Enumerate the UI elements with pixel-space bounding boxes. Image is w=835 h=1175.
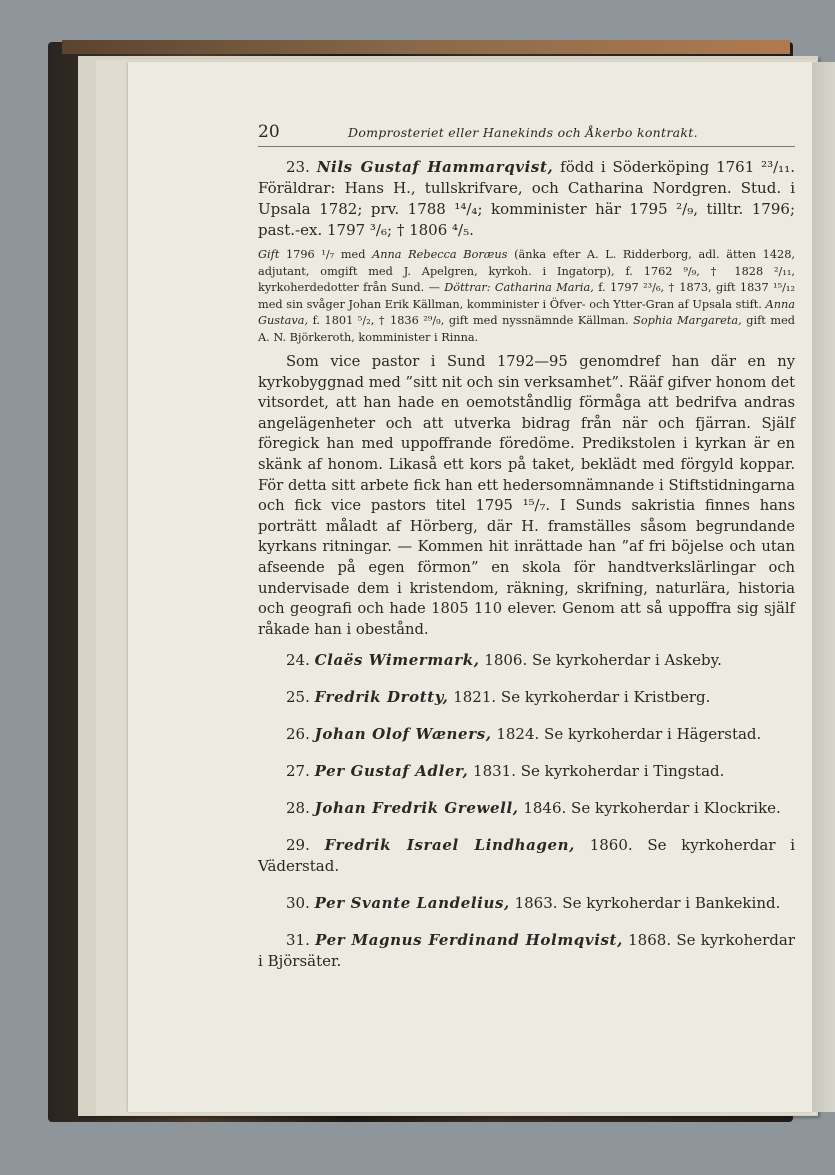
entry-number: 28. — [286, 799, 310, 818]
daughters-label: Döttrar: — [444, 281, 491, 294]
entry-23 — [258, 157, 795, 241]
entry-name: Per Gustaf Adler, — [314, 762, 469, 781]
entry-24 — [258, 650, 795, 671]
running-title: Domprosteriet eller Hanekinds och Åkerbo kontrakt. — [348, 125, 698, 140]
entry-number: 25. — [286, 688, 310, 707]
page-content — [258, 122, 795, 972]
entry-name: Per Magnus Ferdinand Holmqvist, — [315, 931, 623, 950]
family-note — [258, 247, 795, 346]
daughter-1-name: Catharina Maria, — [490, 281, 594, 294]
marriage-text-2: (änka efter A. L. Ridderborg, adl. ätten 1428, adjutant, omgift med J. Apelgren, kyrkoh. i Ingatorp), f. 1762 ⁹/₉, † 1828 ²/₁₁, kyrkoherdedotter från Sund. — — [258, 248, 795, 294]
daughter-3-text: gift med A. N. Björkeroth, komminister i Rinna. — [258, 314, 795, 344]
entry-28 — [258, 798, 795, 819]
entry-30 — [258, 893, 795, 914]
entry-text: född i Söderköping 1761 ²³/₁₁. Föräldrar: Hans H., tullskrifvare, och Catharina Nordgren. Stud. i Upsala 1782; prv. 1788 ¹⁴/₄; komminister här 1795 ²/₉, tilltr. 1796; past.-ex. 1797 ³/₆; † 1806 ⁴/₅. — [258, 158, 795, 239]
entry-name: Per Svante Landelius, — [314, 894, 510, 913]
marriage-text: 1796 ¹/₇ med — [279, 248, 373, 261]
entry-text: 1863. Se kyrkoherdar i Bankekind. — [509, 894, 781, 913]
entry-27 — [258, 761, 795, 782]
entry-name: Claës Wimermark, — [314, 651, 480, 670]
entry-name: Johan Fredrik Grewell, — [314, 799, 519, 818]
entry-25 — [258, 687, 795, 708]
daughter-2-name: Anna Gustava, — [258, 297, 795, 327]
entry-text: 1821. Se kyrkoherdar i Kristberg. — [448, 688, 711, 707]
daughter-1-text: f. 1797 ²³/₆, † 1873, gift 1837 ¹⁵/₁₂ med sin svåger Johan Erik Källman, komminister i Öfver- och Ytter-Gran af Upsala stift. — [258, 281, 795, 311]
entry-26 — [258, 724, 795, 745]
entry-name: Fredrik Israel Lindhagen, — [324, 836, 575, 855]
entry-text: 1868. Se kyrkoherdar i Björsäter. — [258, 931, 795, 971]
daughter-2-text: f. 1801 ⁵/₂, † 1836 ²⁹/₉, gift med nyssnämnde Källman. — [308, 314, 634, 327]
entry-name: Nils Gustaf Hammarqvist, — [316, 158, 554, 176]
entry-text: 1846. Se kyrkoherdar i Klockrike. — [518, 799, 781, 818]
entry-number: 23. — [286, 158, 310, 176]
page-number: 20 — [258, 122, 280, 142]
entry-text: 1824. Se kyrkoherdar i Hägerstad. — [491, 725, 762, 744]
entry-number: 27. — [286, 762, 310, 781]
entry-text: 1831. Se kyrkoherdar i Tingstad. — [468, 762, 725, 781]
daughter-3-name: Sophia Margareta, — [633, 314, 742, 327]
biography-paragraph: Som vice pastor i Sund 1792—95 genomdref han där en ny kyrkobyggnad med ”sitt nit och sin verksamhet”. Rääf gifver honom det vitsordet, att han hade en oemotståndlig förmåga att bedrifva andras angelägenheter och att utverka bidrag från när och fjärran. Själf föregick han med uppoffrande föredöme. Predikstolen i kyrkan är en skänk af honom. Likaså ett kors på taket, beklädt med förgyld koppar. För detta sitt arbete fick han ett hedersomnämnande i Stiftstidningarna och fick vice pastors titel 1795 ¹⁵/₇. I Sunds sakristia finnes hans porträtt måladt af Hörberg, där H. framställes såsom begrundande kyrkans ritningar. — Kommen hit inrättade han ”af fri böjelse och utan afseende på egen förmon” en skola för handtverkslärlingar och undervisade dem i kristendom, räkning, skrifning, naturlära, historia och geografi och hade 1805 110 elever. Genom att så uppoffra sig själf råkade han i obestånd. — [258, 353, 795, 638]
entry-29 — [258, 835, 795, 877]
entry-number: 30. — [286, 894, 310, 913]
marriage-label: Gift — [258, 248, 280, 261]
facing-page-edge — [812, 62, 835, 1112]
entry-number: 31. — [286, 931, 310, 950]
entry-name: Johan Olof Wæners, — [314, 725, 492, 744]
entry-text: 1806. Se kyrkoherdar i Askeby. — [479, 651, 722, 670]
cover-edge — [62, 40, 790, 54]
running-header — [258, 122, 795, 147]
entry-number: 29. — [286, 836, 310, 855]
entry-text: 1860. Se kyrkoherdar i Väderstad. — [258, 836, 795, 876]
entry-number: 24. — [286, 651, 310, 670]
entry-31 — [258, 930, 795, 972]
entry-name: Fredrik Drotty, — [314, 688, 449, 707]
entry-number: 26. — [286, 725, 310, 744]
wife-name: Anna Rebecca Boræus — [372, 248, 508, 261]
